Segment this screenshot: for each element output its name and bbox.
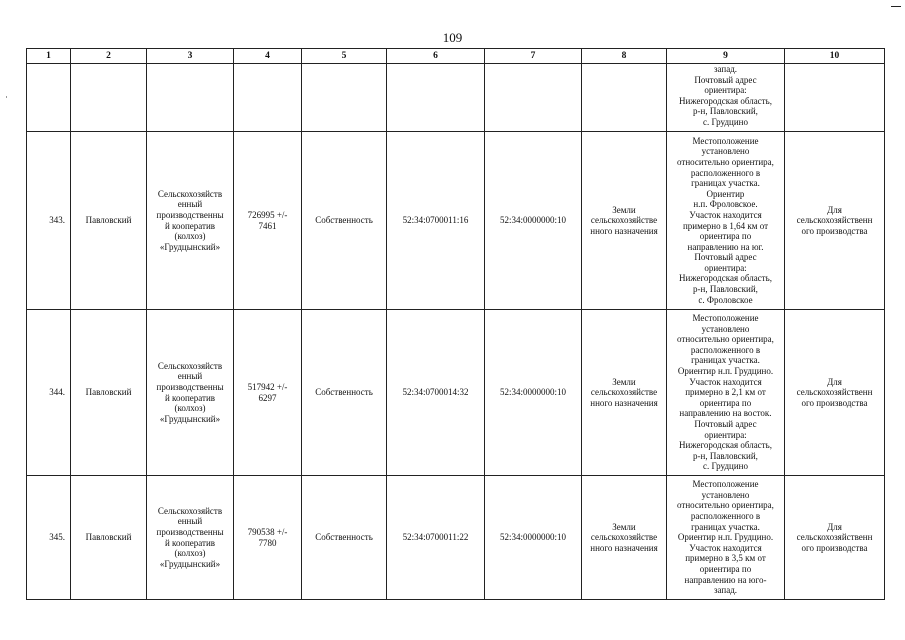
header-cell: 6 <box>387 49 485 64</box>
table-row <box>27 132 885 310</box>
cell-row-number: 345. <box>27 476 71 600</box>
cell-location: Местоположение установлено относительно ориентира, расположенного в границах участка. Ориентир н.п. Грудцино. Участок находится примерно в 3,5 км от ориентира по направлению на юго- запад. <box>667 476 785 600</box>
scan-margin-mark <box>6 96 7 98</box>
header-cell: 1 <box>27 49 71 64</box>
cell-area: 790538 +/- 7780 <box>234 476 302 600</box>
cell-location: Местоположение установлено относительно ориентира, расположенного в границах участка. Ориентир н.п. Фроловское. Участок находится примерно в 1,64 км от ориентира по направлению на юг. Почтовый адрес ориентира: Нижегородская область, р-н, Павловский, с. Фроловское <box>667 132 785 310</box>
cell-cadastral-quarter: 52:34:0000000:10 <box>485 310 582 476</box>
cell-cadastral-number: 52:34:0700011:16 <box>387 132 485 310</box>
cell-empty <box>234 64 302 132</box>
cell-right-type: Собственность <box>302 476 387 600</box>
cell-cadastral-quarter: 52:34:0000000:10 <box>485 476 582 600</box>
table-row <box>27 476 885 600</box>
cell-cadastral-number: 52:34:0700011:22 <box>387 476 485 600</box>
header-row <box>27 49 885 64</box>
cell-right-type: Собственность <box>302 132 387 310</box>
cell-right-type: Собственность <box>302 310 387 476</box>
cell-owner: Сельскохозяйств енный производственны й кооператив (колхоз) «Грудцынский» <box>147 476 234 600</box>
header-cell: 3 <box>147 49 234 64</box>
header-cell: 10 <box>785 49 885 64</box>
cell-empty <box>485 64 582 132</box>
header-cell: 8 <box>582 49 667 64</box>
cell-empty <box>27 64 71 132</box>
cell-location: запад. Почтовый адрес ориентира: Нижегородская область, р-н, Павловский, с. Грудцино <box>667 64 785 132</box>
header-cell: 7 <box>485 49 582 64</box>
cell-area: 517942 +/- 6297 <box>234 310 302 476</box>
scan-corner-mark <box>891 6 901 7</box>
cell-district: Павловский <box>71 476 147 600</box>
cell-permitted-use: Для сельскохозяйственн ого производства <box>785 310 885 476</box>
cell-location: Местоположение установлено относительно ориентира, расположенного в границах участка. Ориентир н.п. Грудцино. Участок находится примерно в 2,1 км от ориентира по направлению на восток. Почтовый адрес ориентира: Нижегородская область, р-н, Павловский, с. Грудцино <box>667 310 785 476</box>
cell-empty <box>147 64 234 132</box>
header-cell: 4 <box>234 49 302 64</box>
cell-owner: Сельскохозяйств енный производственны й кооператив (колхоз) «Грудцынский» <box>147 132 234 310</box>
cell-row-number: 343. <box>27 132 71 310</box>
cell-row-number: 344. <box>27 310 71 476</box>
cell-land-category: Земли сельскохозяйстве нного назначения <box>582 310 667 476</box>
table-row <box>27 310 885 476</box>
cell-permitted-use: Для сельскохозяйственн ого производства <box>785 132 885 310</box>
cell-area: 726995 +/- 7461 <box>234 132 302 310</box>
cell-cadastral-quarter: 52:34:0000000:10 <box>485 132 582 310</box>
land-parcel-table <box>26 48 885 600</box>
header-cell: 5 <box>302 49 387 64</box>
cell-land-category: Земли сельскохозяйстве нного назначения <box>582 476 667 600</box>
cell-district: Павловский <box>71 310 147 476</box>
cell-land-category: Земли сельскохозяйстве нного назначения <box>582 132 667 310</box>
cell-permitted-use: Для сельскохозяйственн ого производства <box>785 476 885 600</box>
header-cell: 2 <box>71 49 147 64</box>
header-cell: 9 <box>667 49 785 64</box>
cell-empty <box>785 64 885 132</box>
cell-empty <box>387 64 485 132</box>
cell-empty <box>582 64 667 132</box>
page-number: 109 <box>442 30 463 45</box>
table-row-continuation <box>27 64 885 132</box>
cell-empty <box>302 64 387 132</box>
cell-district: Павловский <box>71 132 147 310</box>
cell-cadastral-number: 52:34:0700014:32 <box>387 310 485 476</box>
cell-owner: Сельскохозяйств енный производственны й кооператив (колхоз) «Грудцынский» <box>147 310 234 476</box>
cell-empty <box>71 64 147 132</box>
